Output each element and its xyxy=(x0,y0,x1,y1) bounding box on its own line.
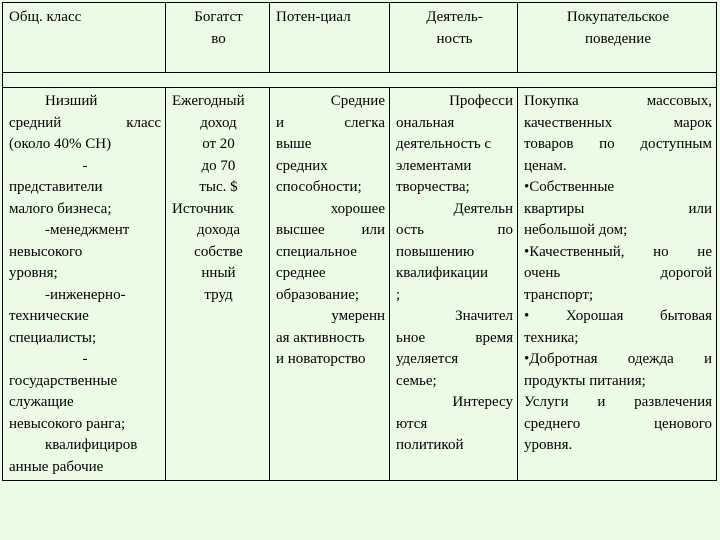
behavior-line: ценам. xyxy=(524,157,567,174)
activity-line: творчества; xyxy=(396,179,470,195)
header-class xyxy=(3,3,166,73)
header-activity-line2: ность xyxy=(436,30,473,47)
potential-line: хорошее xyxy=(330,200,385,217)
potential-line: выше xyxy=(276,136,312,152)
behavior-bullet-line: • Собственные xyxy=(524,177,712,199)
potential-line: способности; xyxy=(276,179,362,195)
activity-line: повышению xyxy=(396,243,475,260)
behavior-line: квартиры или xyxy=(524,200,712,217)
behavior-line: среднего ценового xyxy=(524,415,712,432)
activity-line: ьное время xyxy=(396,329,513,346)
class-line: невысокого xyxy=(9,243,83,260)
header-wealth-line1: Богатст xyxy=(194,9,243,25)
wealth-line: от 20 xyxy=(202,136,235,152)
activity-cell xyxy=(390,88,518,481)
class-line: малого бизнеса; xyxy=(9,200,112,217)
potential-line: образование; xyxy=(276,286,360,303)
header-activity xyxy=(390,3,518,73)
wealth-line: собстве xyxy=(194,243,243,260)
class-line: квалифициров xyxy=(45,437,138,453)
activity-line: Значител xyxy=(455,308,513,324)
behavior-line: техника; xyxy=(524,329,579,346)
potential-line: и слегка xyxy=(276,114,385,131)
wealth-line: труд xyxy=(204,286,233,303)
spacer-row xyxy=(3,73,717,88)
activity-line: деятельность с xyxy=(396,136,492,152)
class-line: государственные xyxy=(9,372,118,389)
social-class-table xyxy=(2,2,717,481)
behavior-line: транспорт; xyxy=(524,286,594,303)
content-row xyxy=(3,88,717,481)
header-potential xyxy=(270,3,390,73)
potential-line: специальное xyxy=(276,243,357,260)
activity-line: ость по xyxy=(396,222,513,238)
activity-line: Деятельн xyxy=(453,200,513,217)
header-class-text: Общ. класс xyxy=(9,9,82,25)
behavior-line: качественных марок xyxy=(524,114,712,131)
header-potential-text: Потен-циал xyxy=(276,9,351,25)
class-line: технические xyxy=(9,308,89,324)
header-wealth xyxy=(166,3,270,73)
activity-line: ются xyxy=(396,415,428,432)
class-line: - xyxy=(82,351,88,367)
class-line: (около 40% СН) xyxy=(9,136,112,152)
wealth-line: Источник xyxy=(172,200,234,217)
behavior-line: уровня. xyxy=(524,437,573,453)
behavior-cell xyxy=(518,88,717,481)
class-line: -инженерно- xyxy=(45,286,126,303)
potential-line: и новаторство xyxy=(276,351,366,367)
behavior-bullet-line: • Хорошая бытовая xyxy=(524,306,712,328)
wealth-line: Ежегодный xyxy=(172,93,245,109)
wealth-line: тыс. $ xyxy=(199,179,238,195)
behavior-bullet-line: • Качественный, но не xyxy=(524,242,712,264)
behavior-line: очень дорогой xyxy=(524,265,712,281)
potential-line: Средние xyxy=(330,93,385,109)
behavior-line: товаров по доступным xyxy=(524,136,712,152)
header-row xyxy=(3,3,717,73)
wealth-line: до 70 xyxy=(201,157,236,174)
class-line: средний класс xyxy=(9,114,161,131)
wealth-cell xyxy=(166,88,270,481)
wealth-line: дохода xyxy=(196,222,241,238)
potential-cell xyxy=(270,88,390,481)
activity-line: ональная xyxy=(396,114,455,131)
activity-line: элементами xyxy=(396,157,472,174)
header-behavior xyxy=(518,3,717,73)
spacer-cell xyxy=(3,73,717,88)
behavior-bullet-line: • Добротная одежда и xyxy=(524,349,712,371)
behavior-line: продукты питания; xyxy=(524,372,646,389)
activity-line: ; xyxy=(396,286,401,303)
activity-line: семье; xyxy=(396,372,437,389)
class-line: специалисты; xyxy=(9,329,97,346)
class-line: уровня; xyxy=(9,265,58,281)
potential-line: ая активность xyxy=(276,329,365,346)
potential-line: среднее xyxy=(276,265,326,281)
potential-line: средних xyxy=(276,157,328,174)
class-line: - xyxy=(82,157,88,174)
potential-line: высшее или xyxy=(276,222,385,238)
class-line: анные рабочие xyxy=(9,458,104,475)
class-line: Низший xyxy=(45,93,98,109)
behavior-line: Покупка массовых, xyxy=(524,93,712,109)
header-behavior-line2: поведение xyxy=(585,30,651,47)
header-activity-line1: Деятель- xyxy=(426,9,483,25)
behavior-line: небольшой дом; xyxy=(524,222,628,238)
activity-line: Професси xyxy=(449,93,513,109)
class-cell xyxy=(3,88,166,481)
header-wealth-line2: во xyxy=(211,30,226,47)
class-line: представители xyxy=(9,179,103,195)
activity-line: квалификации xyxy=(396,265,489,281)
class-line: -менеджмент xyxy=(45,222,130,238)
activity-line: уделяется xyxy=(396,351,459,367)
behavior-line: Услуги и развлечения xyxy=(524,394,712,410)
potential-line: умеренн xyxy=(331,308,385,324)
class-line: невысокого ранга; xyxy=(9,415,126,432)
class-line: служащие xyxy=(9,394,74,410)
activity-line: политикой xyxy=(396,437,464,453)
wealth-line: нный xyxy=(201,265,236,281)
activity-line: Интересу xyxy=(452,394,513,410)
header-behavior-line1: Покупательское xyxy=(566,9,670,25)
wealth-line: доход xyxy=(200,114,237,131)
